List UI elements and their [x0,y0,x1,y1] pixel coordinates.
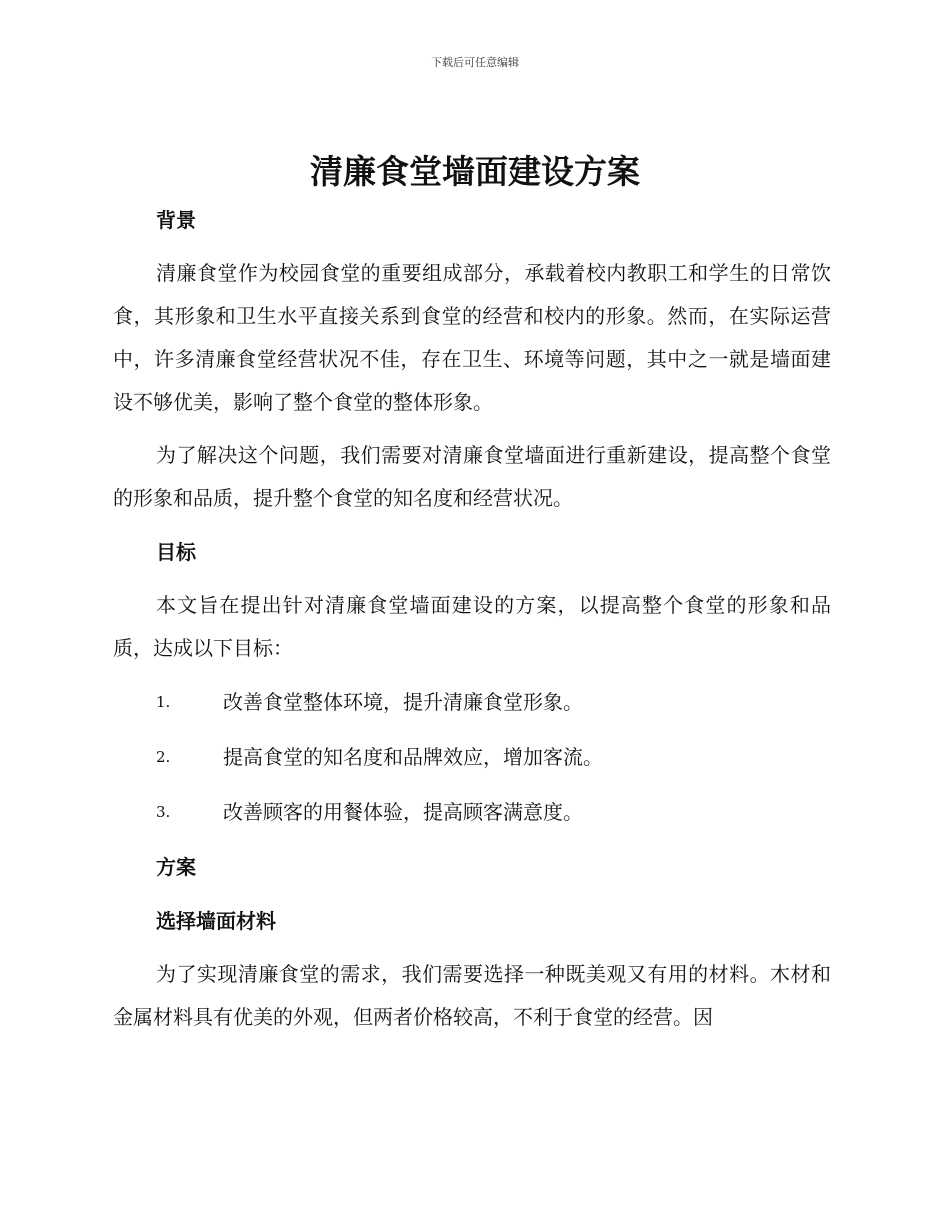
list-item [113,790,831,834]
list-text: 改善食堂整体环境，提升清廉食堂形象。 [223,690,583,714]
section-heading-plan: 方案 [156,855,196,879]
header-note: 下载后可任意编辑 [431,56,519,69]
list-text: 改善顾客的用餐体验，提高顾客满意度。 [223,800,583,824]
list-number: 2. [156,748,171,766]
goals-list [113,680,831,834]
document-body [113,198,831,1049]
section-heading-background: 背景 [156,208,196,232]
background-paragraph-2: 为了解决这个问题，我们需要对清廉食堂墙面进行重新建设，提高整个食堂的形象和品质，提升整个食堂的知名度和经营状况。 [113,443,831,510]
subsection-heading-materials: 选择墙面材料 [156,909,276,933]
list-number: 3. [156,803,171,821]
list-item [113,735,831,779]
list-text: 提高食堂的知名度和品牌效应，增加客流。 [223,745,603,769]
section-heading-goals: 目标 [156,540,196,564]
document-title: 清廉食堂墙面建设方案 [310,152,640,191]
materials-paragraph: 为了实现清廉食堂的需求，我们需要选择一种既美观又有用的材料。木材和金属材料具有优美的外观，但两者价格较高，不利于食堂的经营。因 [113,962,831,1029]
list-number: 1. [156,693,171,711]
background-paragraph-1: 清廉食堂作为校园食堂的重要组成部分，承载着校内教职工和学生的日常饮食，其形象和卫生水平直接关系到食堂的经营和校内的形象。然而，在实际运营中，许多清廉食堂经营状况不佳，存在卫生、环境等问题，其中之一就是墙面建设不够优美，影响了整个食堂的整体形象。 [113,261,831,414]
goals-intro-paragraph: 本文旨在提出针对清廉食堂墙面建设的方案，以提高整个食堂的形象和品质，达成以下目标： [113,593,831,660]
list-item [113,680,831,724]
